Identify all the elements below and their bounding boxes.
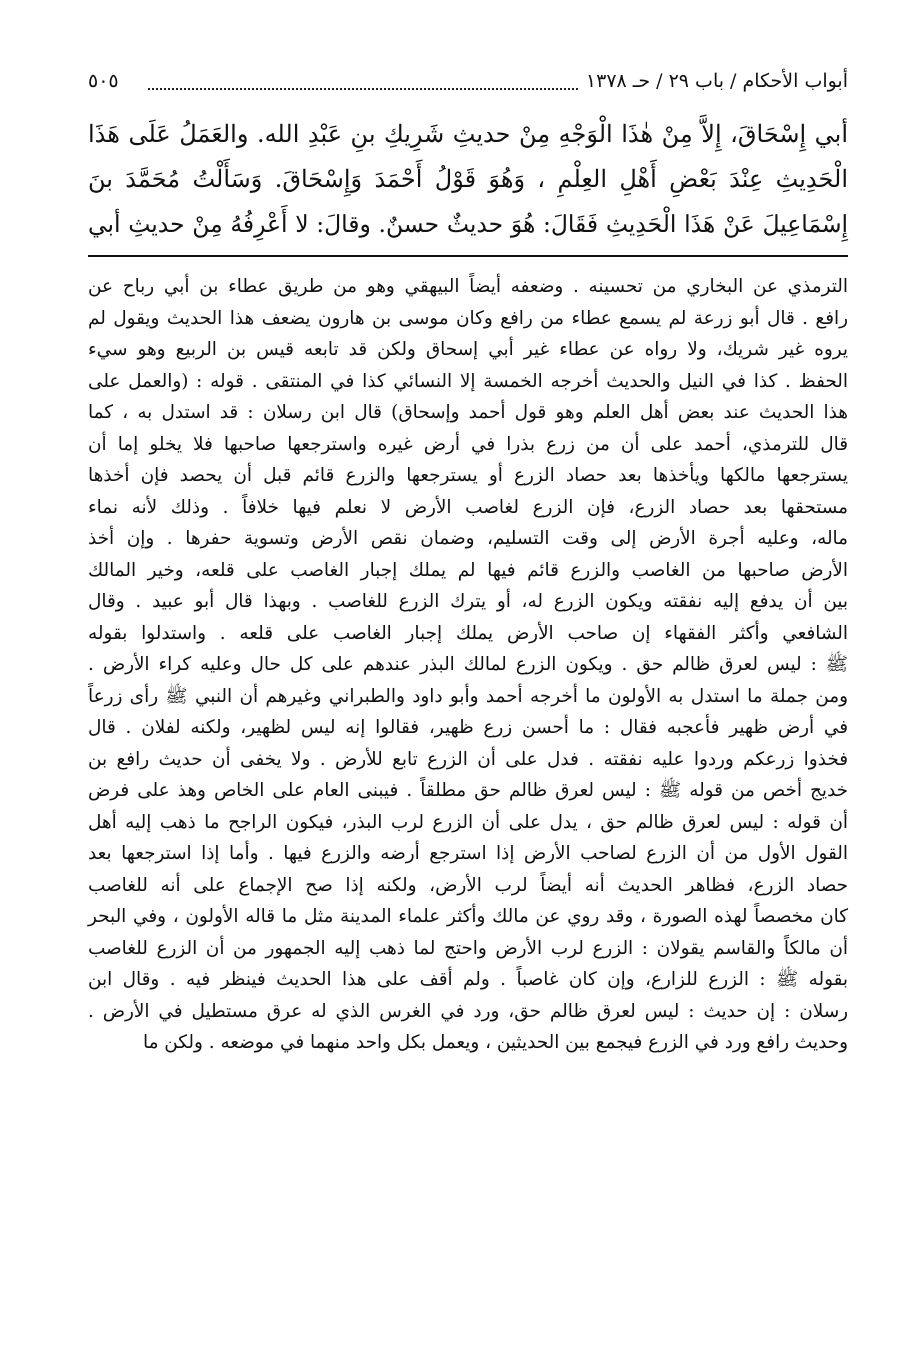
separator-rule [88, 255, 848, 257]
commentary-line: الترمذي عن البخاري من تحسينه . وضعفه أيضاً البيهقي وهو من طريق عطاء بن أبي رباح عن [88, 276, 848, 297]
commentary-line: رافع . قال أبو زرعة لم يسمع عطاء من رافع وكان موسى بن هارون يضعف هذا الحديث ويقول لم [88, 307, 848, 329]
commentary-line: رسلان : إن حديث : ليس لعرق ظالم حق، ورد في الغرس الذي له عرق مستطيل في الأرض . [88, 1000, 848, 1022]
commentary-line: هذا الحديث عند بعض أهل العلم وهو قول أحمد وإسحاق) قال ابن رسلان : قد استدل به ، كما [88, 402, 848, 423]
commentary-line: حصاد الزرع، فظاهر الحديث أنه أيضاً لرب الأرض، ولكنه إذا صح الإجماع على أنه للغاصب [88, 874, 848, 896]
commentary-line: ﷺ : ليس لعرق ظالم حق . ويكون الزرع لمالك البذر عندهم على كل حال وعليه كراء الأرض . [88, 654, 848, 675]
commentary-line: الشافعي وأكثر الفقهاء إن صاحب الأرض يملك إجبار الغاصب على قلعه . واستدلوا بقوله [88, 622, 848, 644]
commentary-line: كان مخصصاً لهذه الصورة ، وقد روي عن مالك وأكثر علماء المدينة مثل ما قاله الأولون ، وفي البحر [88, 906, 848, 927]
commentary-line: وحديث رافع ورد في الزرع فيجمع بين الحديثين ، ويعمل بكل واحد منهما في موضعه . ولكن ما [142, 1032, 848, 1053]
commentary-line: فخذوا زرعكم وردوا عليه نفقته . فدل على أن الزرع تابع للأرض . ولا يخفى أن حديث رافع بن [88, 748, 848, 770]
header-dotted-leader [148, 88, 638, 90]
commentary-line: في أرض ظهير فأعجبه فقال : ما أحسن زرع ظهير، فقالوا إنه ليس لظهير، ولكنه لفلان . قال [88, 717, 848, 738]
commentary-line: ماله، وعليه أجرة الأرض إلى وقت التسليم، وضمان نقص الأرض وتسوية حفرها . وإن أخذ [88, 528, 848, 549]
commentary-line: يروه غير شريك، ولا رواه عن عطاء غير أبي إسحاق ولكن قد تابعه قيس بن الربيع وهو سيء [88, 339, 848, 360]
commentary-text [88, 271, 848, 1059]
running-header [88, 66, 848, 112]
commentary-line: خديج أخص من قوله ﷺ : ليس لعرق ظالم حق مطلقاً . فيبنى العام على الخاص وهذ على فرض [88, 780, 848, 801]
commentary-line: الحفظ . كذا في النيل والحديث أخرجه الخمسة إلا النسائي كذا في المنتقى . قوله : (والعمل على [88, 370, 848, 392]
page-number: ٥٠٥ [88, 70, 127, 92]
commentary-line: قال للترمذي، أحمد على أن من زرع بذرا في أرض غيره واسترجعها صاحبها فلا يخلو إما أن [88, 433, 848, 455]
commentary-line: مستحقها بعد حصاد الزرع، فإن الزرع لغاصب الأرض لا نعلم فيها خلافاً . وذلك لأنه نماء [88, 496, 848, 518]
hadith-text [88, 112, 848, 247]
commentary-line: القول الأول من أن الزرع لصاحب الأرض إذا استرجع أرضه والزرع فيها . وأما إذا استرجعها بعد [88, 843, 848, 864]
commentary-line: بقوله ﷺ : الزرع للزارع، وإن كان غاصباً . ولم أقف على هذا الحديث فينظر فيه . وقال ابن [88, 969, 848, 990]
commentary-line: أن قوله : ليس لعرق ظالم حق ، يدل على أن الزرع لرب البذر، فيكون الراجح ما ذهب إليه أهل [88, 811, 848, 833]
header-title: أبواب الأحكام / باب ٢٩ / حـ ١٣٧٨ [578, 70, 848, 92]
hadith-line: إِسْمَاعِيلَ عَنْ هَذَا الْحَدِيثِ فَقَالَ: هُوَ حديثٌ حسنٌ. وقالَ: لا أَعْرِفُهُ مِنْ حديثِ أبي [88, 210, 848, 238]
hadith-line: أبي إِسْحَاقَ، إِلاَّ مِنْ هٰذَا الْوَجْهِ مِنْ حديثِ شَرِيكِ بنِ عَبْدِ الله. والعَمَلُ عَلَى هَذَا [88, 120, 848, 148]
book-page [88, 66, 848, 1316]
commentary-line: ومن جملة ما استدل به الأولون ما أخرجه أحمد وأبو داود والطبراني وغيرهم أن النبي ﷺ رأى زرعاً [88, 685, 848, 707]
commentary-line: الأرض صاحبها من الغاصب والزرع قائم فيها لم يملك إجبار الغاصب على قلعه، وخير المالك [88, 559, 848, 581]
hadith-line: الْحَدِيثِ عِنْدَ بَعْضِ أَهْلِ العِلْمِ ، وَهُوَ قَوْلُ أَحْمَدَ وَإِسْحَاقَ. وَسَأَلْتُ مُحَمَّدَ بنَ [88, 165, 848, 193]
commentary-line: بين أن يدفع إليه نفقته ويكون الزرع له، أو يترك الزرع للغاصب . وبهذا قال أبو عبيد . وقال [88, 591, 848, 612]
commentary-line: أن مالكاً والقاسم يقولان : الزرع لرب الأرض واحتج لما ذهب إليه الجمهور من أن الزرع للغاصب [88, 937, 848, 959]
commentary-line: يسترجعها مالكها ويأخذها بعد حصاد الزرع أو يسترجعها والزرع قائم قبل أن يحصد فإن أخذها [88, 465, 848, 486]
